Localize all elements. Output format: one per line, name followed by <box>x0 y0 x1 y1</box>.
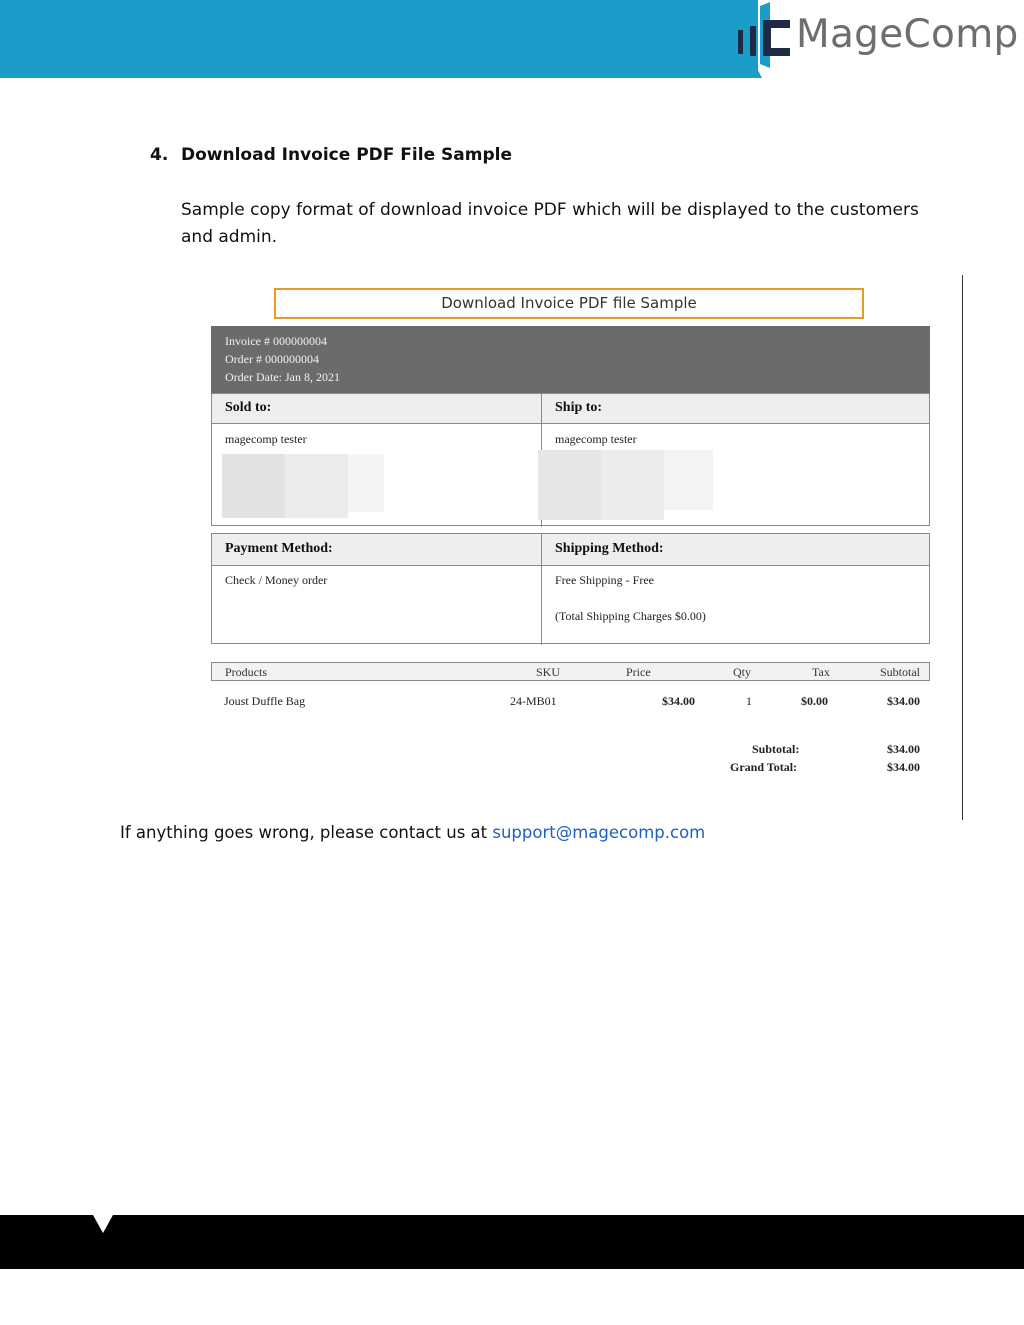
contact-line <box>120 823 705 842</box>
col-price: Price <box>626 665 651 679</box>
invoice-header <box>211 326 930 393</box>
products-table-header <box>211 662 930 681</box>
ship-to-name: magecomp tester <box>555 432 637 446</box>
ship-to-label: Ship to: <box>555 400 603 415</box>
col-subtotal: Subtotal <box>880 665 921 679</box>
magecomp-logo-icon <box>730 2 792 68</box>
col-sku: SKU <box>536 665 561 679</box>
section-title: Download Invoice PDF File Sample <box>181 145 512 165</box>
payment-method-value: Check / Money order <box>225 573 328 587</box>
blurred-ship-address-edge <box>664 450 713 510</box>
sold-to-label: Sold to: <box>225 400 272 415</box>
shipping-method-label: Shipping Method: <box>555 541 664 556</box>
invoice-number: Invoice # 000000004 <box>225 334 327 348</box>
footer-band <box>0 1215 1024 1269</box>
item-tax: $0.00 <box>801 694 828 708</box>
subtotal-value: $34.00 <box>887 742 920 756</box>
col-products: Products <box>225 665 267 679</box>
invoice-sample-caption: Download Invoice PDF file Sample <box>274 288 864 319</box>
blurred-sold-address-edge <box>348 454 384 512</box>
brand-name: MageComp <box>796 12 1019 57</box>
subtotal-label: Subtotal: <box>752 742 800 756</box>
method-box <box>211 533 930 644</box>
grand-total-value: $34.00 <box>887 760 920 774</box>
col-tax: Tax <box>812 665 830 679</box>
shipping-charges: (Total Shipping Charges $0.00) <box>555 609 706 623</box>
grand-total-label: Grand Total: <box>730 760 798 774</box>
order-number: Order # 000000004 <box>225 352 319 366</box>
item-product: Joust Duffle Bag <box>224 694 306 708</box>
contact-text: If anything goes wrong, please contact us at <box>120 823 493 842</box>
method-divider <box>541 534 542 645</box>
blurred-ship-address <box>538 450 664 520</box>
col-qty: Qty <box>733 665 751 679</box>
shipping-method-value: Free Shipping - Free <box>555 573 654 587</box>
order-date: Order Date: Jan 8, 2021 <box>225 370 340 384</box>
divider-line <box>962 275 963 820</box>
sold-to-name: magecomp tester <box>225 432 307 446</box>
section-number: 4. <box>150 145 169 165</box>
blurred-sold-address <box>222 454 348 518</box>
item-sku: 24-MB01 <box>510 694 557 708</box>
payment-method-label: Payment Method: <box>225 541 333 556</box>
section-description: Sample copy format of download invoice PDF which will be displayed to the customers and admin. <box>181 200 919 247</box>
item-qty: 1 <box>746 694 752 708</box>
footer-notch <box>93 1215 113 1233</box>
item-price: $34.00 <box>662 694 695 708</box>
address-box <box>211 393 930 526</box>
item-subtotal: $34.00 <box>887 694 920 708</box>
section-heading <box>150 145 512 165</box>
support-email-link[interactable]: support@magecomp.com <box>492 823 706 842</box>
